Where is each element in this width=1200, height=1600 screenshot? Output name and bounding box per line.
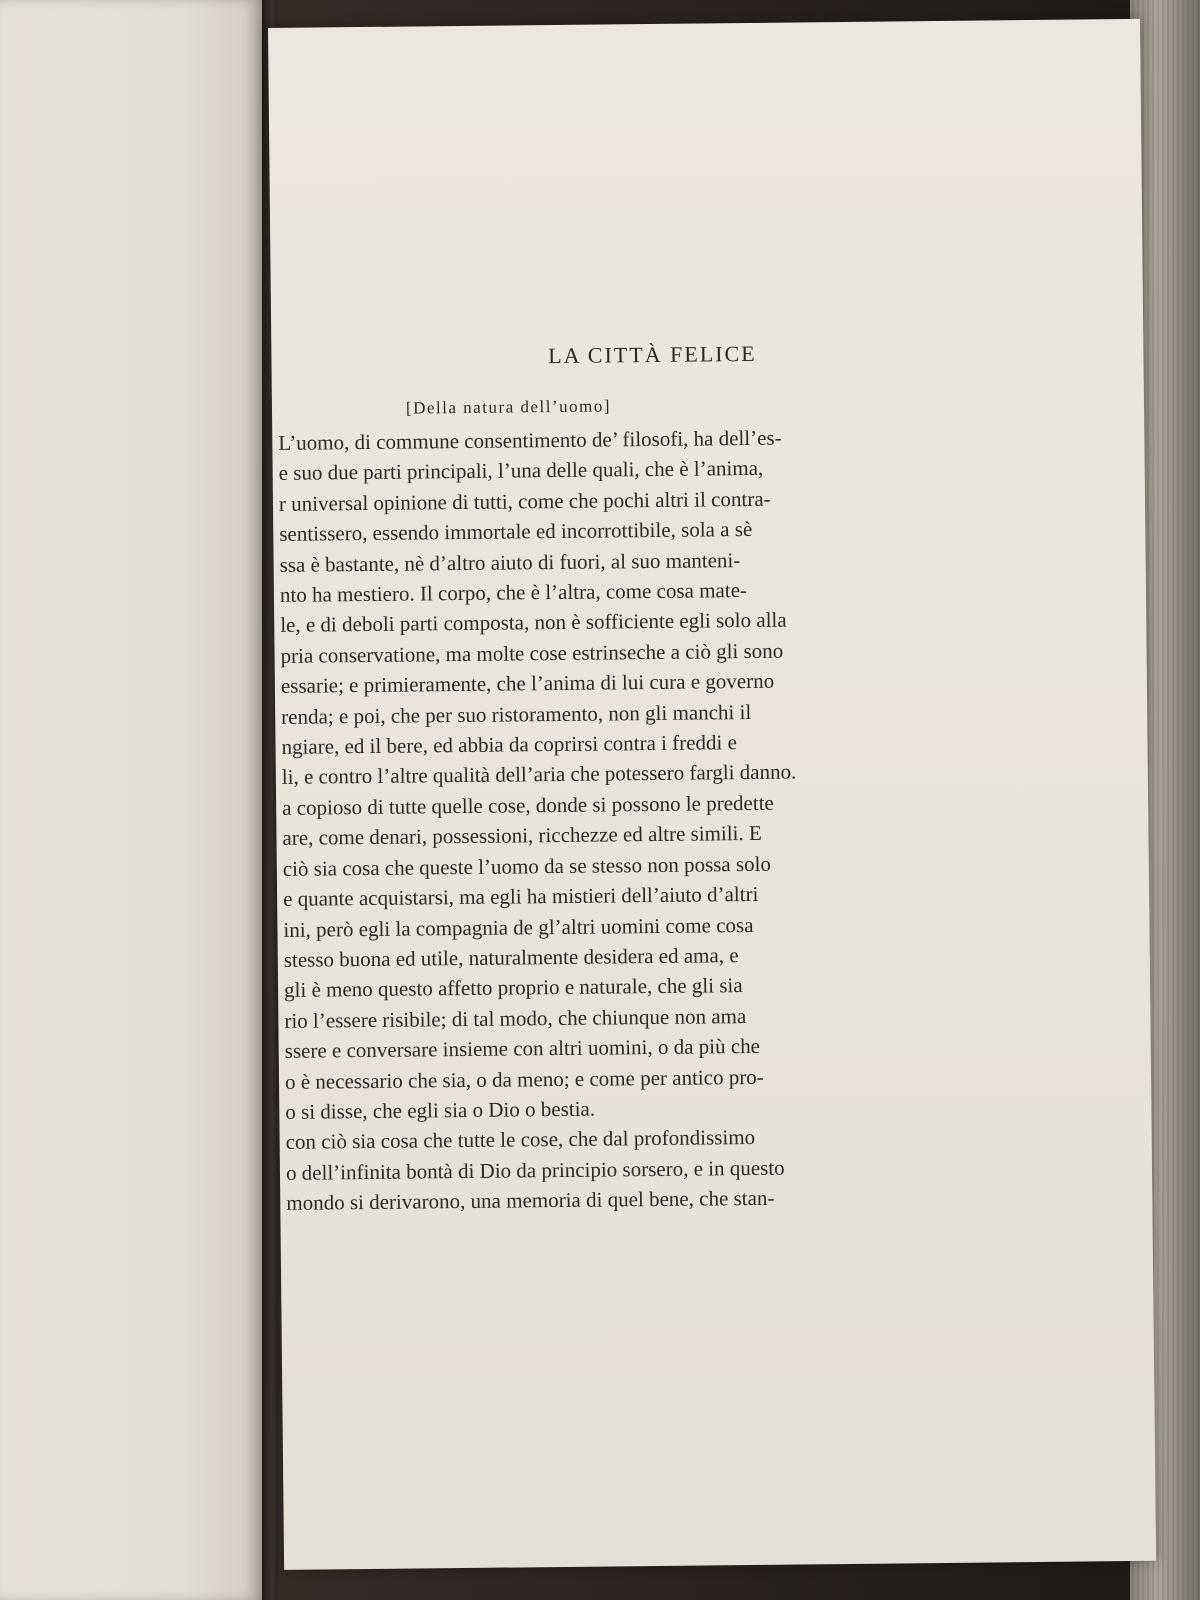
text-line: mondo si derivarono, una memoria di quel bene, che stan- [286, 1185, 775, 1216]
text-line: ssa è bastante, nè d’altro aiuto di fuori, al suo manteni- [279, 547, 741, 577]
page-title: LA CITTÀ FELICE [548, 340, 757, 369]
text-line: r universal opinione di tutti, come che pochi altri il contra- [278, 486, 771, 516]
text-line: a copioso di tutte quelle cose, donde si possono le predette [282, 790, 774, 820]
text-line: o si disse, che egli sia o Dio o bestia. [285, 1096, 596, 1124]
text-line: o è necessario che sia, o da meno; e come per antico pro- [284, 1064, 764, 1094]
text-line: e suo due parti principali, l’una delle quali, che è l’anima, [278, 456, 764, 486]
text-line: essarie; e primieramente, che l’anima di lui cura e governo [280, 668, 775, 699]
text-line: con ciò sia cosa che tutte le cose, che dal profondissimo [285, 1125, 756, 1155]
text-line: sentissero, essendo immortale ed incorrottibile, sola a sè [279, 517, 753, 547]
text-line: are, come denari, possessioni, ricchezze ed altre simili. E [282, 821, 762, 851]
right-page [268, 19, 1156, 1570]
text-line: o dell’infinita bontà di Dio da principio sorsero, e in questo [285, 1155, 785, 1185]
text-line: li, e contro l’altre qualità dell’aria che potessero fargli danno. [281, 759, 797, 790]
text-line: renda; e poi, che per suo ristoramento, non gli manchi il [281, 699, 752, 729]
text-line: ssere e conversare insieme con altri uomini, o da più che [284, 1034, 761, 1064]
body-text [278, 421, 906, 1218]
text-line: gli è meno questo affetto proprio e naturale, che gli sia [283, 973, 743, 1003]
text-block [277, 339, 906, 1218]
text-line: nto ha mestiero. Il corpo, che è l’altra, come cosa mate- [279, 578, 748, 607]
text-line: e quante acquistarsi, ma egli ha mistieri dell’aiuto d’altri [282, 882, 759, 911]
text-line: L’uomo, di commune consentimento de’ filosofi, ha dell’es- [278, 425, 782, 455]
text-line: ciò sia cosa che queste l’uomo da se stesso non possa solo [282, 851, 772, 881]
text-line: rio l’essere risibile; di tal modo, che chiunque non ama [284, 1003, 747, 1033]
text-line: ngiare, ed il bere, ed abbia da coprirsi contra i freddi e [281, 730, 738, 759]
left-page [0, 0, 262, 1600]
text-line: pria conservatione, ma molte cose estrinseche a ciò gli sono [280, 638, 784, 668]
text-line: stesso buona ed utile, naturalmente desidera ed ama, e [283, 943, 739, 972]
section-heading: [Della natura dell’uomo] [405, 396, 612, 418]
text-line: le, e di deboli parti composta, non è sofficiente egli solo alla [280, 608, 787, 638]
text-line: ini, però egli la compagnia de gl’altri uomini come cosa [283, 912, 754, 942]
